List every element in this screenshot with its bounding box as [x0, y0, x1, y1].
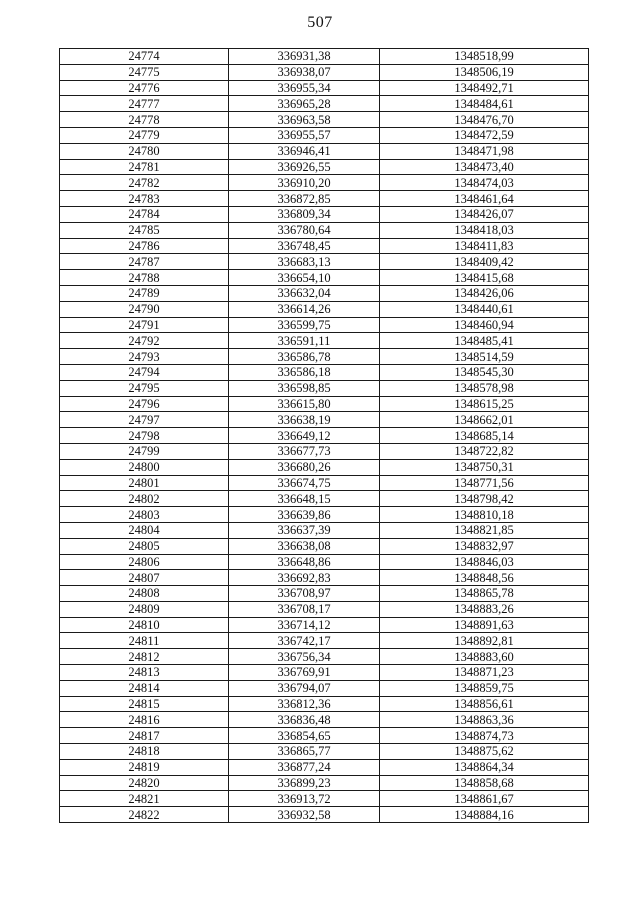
point-number-cell: 24816 [60, 712, 229, 728]
x-coordinate-cell: 336780,64 [229, 222, 380, 238]
table-row [60, 127, 589, 143]
y-coordinate-cell: 1348440,61 [380, 301, 589, 317]
table-row [60, 680, 589, 696]
table-row [60, 238, 589, 254]
point-number-cell: 24774 [60, 49, 229, 65]
x-coordinate-cell: 336794,07 [229, 680, 380, 696]
x-coordinate-cell: 336638,19 [229, 412, 380, 428]
table-row [60, 475, 589, 491]
x-coordinate-cell: 336965,28 [229, 96, 380, 112]
y-coordinate-cell: 1348485,41 [380, 333, 589, 349]
point-number-cell: 24813 [60, 665, 229, 681]
table-row [60, 349, 589, 365]
point-number-cell: 24785 [60, 222, 229, 238]
y-coordinate-cell: 1348518,99 [380, 49, 589, 65]
table-row [60, 175, 589, 191]
point-number-cell: 24802 [60, 491, 229, 507]
y-coordinate-cell: 1348848,56 [380, 570, 589, 586]
y-coordinate-cell: 1348662,01 [380, 412, 589, 428]
coordinates-table-body [60, 49, 589, 823]
y-coordinate-cell: 1348892,81 [380, 633, 589, 649]
page-number: 507 [307, 14, 333, 31]
point-number-cell: 24782 [60, 175, 229, 191]
table-row [60, 143, 589, 159]
table-row [60, 775, 589, 791]
x-coordinate-cell: 336865,77 [229, 744, 380, 760]
y-coordinate-cell: 1348514,59 [380, 349, 589, 365]
y-coordinate-cell: 1348471,98 [380, 143, 589, 159]
point-number-cell: 24808 [60, 586, 229, 602]
point-number-cell: 24819 [60, 759, 229, 775]
y-coordinate-cell: 1348461,64 [380, 191, 589, 207]
table-row [60, 443, 589, 459]
x-coordinate-cell: 336963,58 [229, 112, 380, 128]
table-row [60, 791, 589, 807]
y-coordinate-cell: 1348832,97 [380, 538, 589, 554]
point-number-cell: 24800 [60, 459, 229, 475]
point-number-cell: 24787 [60, 254, 229, 270]
table-row [60, 49, 589, 65]
table-row [60, 254, 589, 270]
point-number-cell: 24797 [60, 412, 229, 428]
point-number-cell: 24796 [60, 396, 229, 412]
point-number-cell: 24779 [60, 127, 229, 143]
y-coordinate-cell: 1348861,67 [380, 791, 589, 807]
table-row [60, 301, 589, 317]
y-coordinate-cell: 1348750,31 [380, 459, 589, 475]
x-coordinate-cell: 336714,12 [229, 617, 380, 633]
x-coordinate-cell: 336614,26 [229, 301, 380, 317]
point-number-cell: 24775 [60, 64, 229, 80]
x-coordinate-cell: 336654,10 [229, 270, 380, 286]
point-number-cell: 24789 [60, 285, 229, 301]
point-number-cell: 24810 [60, 617, 229, 633]
point-number-cell: 24784 [60, 206, 229, 222]
x-coordinate-cell: 336932,58 [229, 807, 380, 823]
y-coordinate-cell: 1348484,61 [380, 96, 589, 112]
point-number-cell: 24793 [60, 349, 229, 365]
point-number-cell: 24811 [60, 633, 229, 649]
y-coordinate-cell: 1348821,85 [380, 522, 589, 538]
x-coordinate-cell: 336946,41 [229, 143, 380, 159]
table-row [60, 112, 589, 128]
x-coordinate-cell: 336926,55 [229, 159, 380, 175]
y-coordinate-cell: 1348771,56 [380, 475, 589, 491]
point-number-cell: 24795 [60, 380, 229, 396]
x-coordinate-cell: 336632,04 [229, 285, 380, 301]
table-row [60, 364, 589, 380]
table-row [60, 285, 589, 301]
x-coordinate-cell: 336955,57 [229, 127, 380, 143]
x-coordinate-cell: 336742,17 [229, 633, 380, 649]
table-row [60, 459, 589, 475]
x-coordinate-cell: 336586,18 [229, 364, 380, 380]
table-row [60, 80, 589, 96]
x-coordinate-cell: 336899,23 [229, 775, 380, 791]
y-coordinate-cell: 1348426,06 [380, 285, 589, 301]
table-row [60, 696, 589, 712]
point-number-cell: 24805 [60, 538, 229, 554]
table-row [60, 728, 589, 744]
x-coordinate-cell: 336931,38 [229, 49, 380, 65]
y-coordinate-cell: 1348883,26 [380, 601, 589, 617]
y-coordinate-cell: 1348426,07 [380, 206, 589, 222]
point-number-cell: 24791 [60, 317, 229, 333]
point-number-cell: 24806 [60, 554, 229, 570]
point-number-cell: 24783 [60, 191, 229, 207]
table-row [60, 538, 589, 554]
x-coordinate-cell: 336809,34 [229, 206, 380, 222]
point-number-cell: 24776 [60, 80, 229, 96]
x-coordinate-cell: 336648,15 [229, 491, 380, 507]
x-coordinate-cell: 336836,48 [229, 712, 380, 728]
x-coordinate-cell: 336677,73 [229, 443, 380, 459]
point-number-cell: 24778 [60, 112, 229, 128]
y-coordinate-cell: 1348863,36 [380, 712, 589, 728]
table-row [60, 807, 589, 823]
y-coordinate-cell: 1348858,68 [380, 775, 589, 791]
y-coordinate-cell: 1348578,98 [380, 380, 589, 396]
table-row [60, 554, 589, 570]
y-coordinate-cell: 1348884,16 [380, 807, 589, 823]
point-number-cell: 24780 [60, 143, 229, 159]
table-row [60, 317, 589, 333]
y-coordinate-cell: 1348615,25 [380, 396, 589, 412]
x-coordinate-cell: 336692,83 [229, 570, 380, 586]
x-coordinate-cell: 336615,80 [229, 396, 380, 412]
x-coordinate-cell: 336591,11 [229, 333, 380, 349]
table-row [60, 491, 589, 507]
point-number-cell: 24803 [60, 507, 229, 523]
x-coordinate-cell: 336637,39 [229, 522, 380, 538]
table-row [60, 191, 589, 207]
table-row [60, 649, 589, 665]
y-coordinate-cell: 1348409,42 [380, 254, 589, 270]
y-coordinate-cell: 1348871,23 [380, 665, 589, 681]
y-coordinate-cell: 1348891,63 [380, 617, 589, 633]
table-row [60, 665, 589, 681]
x-coordinate-cell: 336680,26 [229, 459, 380, 475]
point-number-cell: 24799 [60, 443, 229, 459]
point-number-cell: 24801 [60, 475, 229, 491]
x-coordinate-cell: 336748,45 [229, 238, 380, 254]
point-number-cell: 24818 [60, 744, 229, 760]
table-row [60, 712, 589, 728]
x-coordinate-cell: 336955,34 [229, 80, 380, 96]
table-row [60, 617, 589, 633]
x-coordinate-cell: 336910,20 [229, 175, 380, 191]
table-row [60, 270, 589, 286]
point-number-cell: 24809 [60, 601, 229, 617]
table-row [60, 570, 589, 586]
x-coordinate-cell: 336854,65 [229, 728, 380, 744]
y-coordinate-cell: 1348810,18 [380, 507, 589, 523]
y-coordinate-cell: 1348856,61 [380, 696, 589, 712]
point-number-cell: 24788 [60, 270, 229, 286]
point-number-cell: 24817 [60, 728, 229, 744]
y-coordinate-cell: 1348474,03 [380, 175, 589, 191]
y-coordinate-cell: 1348492,71 [380, 80, 589, 96]
table-row [60, 380, 589, 396]
point-number-cell: 24822 [60, 807, 229, 823]
table-row [60, 96, 589, 112]
y-coordinate-cell: 1348864,34 [380, 759, 589, 775]
table-row [60, 744, 589, 760]
point-number-cell: 24820 [60, 775, 229, 791]
y-coordinate-cell: 1348460,94 [380, 317, 589, 333]
point-number-cell: 24812 [60, 649, 229, 665]
point-number-cell: 24790 [60, 301, 229, 317]
point-number-cell: 24794 [60, 364, 229, 380]
y-coordinate-cell: 1348875,62 [380, 744, 589, 760]
point-number-cell: 24804 [60, 522, 229, 538]
point-number-cell: 24798 [60, 428, 229, 444]
y-coordinate-cell: 1348883,60 [380, 649, 589, 665]
x-coordinate-cell: 336913,72 [229, 791, 380, 807]
point-number-cell: 24781 [60, 159, 229, 175]
point-number-cell: 24815 [60, 696, 229, 712]
y-coordinate-cell: 1348545,30 [380, 364, 589, 380]
point-number-cell: 24786 [60, 238, 229, 254]
y-coordinate-cell: 1348865,78 [380, 586, 589, 602]
point-number-cell: 24807 [60, 570, 229, 586]
table-row [60, 633, 589, 649]
table-row [60, 412, 589, 428]
x-coordinate-cell: 336708,97 [229, 586, 380, 602]
table-row [60, 206, 589, 222]
x-coordinate-cell: 336599,75 [229, 317, 380, 333]
table-row [60, 759, 589, 775]
y-coordinate-cell: 1348506,19 [380, 64, 589, 80]
y-coordinate-cell: 1348472,59 [380, 127, 589, 143]
x-coordinate-cell: 336872,85 [229, 191, 380, 207]
x-coordinate-cell: 336769,91 [229, 665, 380, 681]
x-coordinate-cell: 336649,12 [229, 428, 380, 444]
x-coordinate-cell: 336648,86 [229, 554, 380, 570]
point-number-cell: 24814 [60, 680, 229, 696]
y-coordinate-cell: 1348473,40 [380, 159, 589, 175]
x-coordinate-cell: 336877,24 [229, 759, 380, 775]
table-row [60, 601, 589, 617]
table-row [60, 396, 589, 412]
y-coordinate-cell: 1348798,42 [380, 491, 589, 507]
y-coordinate-cell: 1348411,83 [380, 238, 589, 254]
table-row [60, 64, 589, 80]
y-coordinate-cell: 1348846,03 [380, 554, 589, 570]
y-coordinate-cell: 1348418,03 [380, 222, 589, 238]
x-coordinate-cell: 336938,07 [229, 64, 380, 80]
table-row [60, 222, 589, 238]
table-row [60, 522, 589, 538]
y-coordinate-cell: 1348415,68 [380, 270, 589, 286]
x-coordinate-cell: 336683,13 [229, 254, 380, 270]
x-coordinate-cell: 336674,75 [229, 475, 380, 491]
point-number-cell: 24821 [60, 791, 229, 807]
x-coordinate-cell: 336586,78 [229, 349, 380, 365]
table-row [60, 507, 589, 523]
y-coordinate-cell: 1348859,75 [380, 680, 589, 696]
x-coordinate-cell: 336598,85 [229, 380, 380, 396]
y-coordinate-cell: 1348685,14 [380, 428, 589, 444]
y-coordinate-cell: 1348722,82 [380, 443, 589, 459]
x-coordinate-cell: 336638,08 [229, 538, 380, 554]
point-number-cell: 24777 [60, 96, 229, 112]
x-coordinate-cell: 336756,34 [229, 649, 380, 665]
table-row [60, 586, 589, 602]
table-row [60, 159, 589, 175]
x-coordinate-cell: 336812,36 [229, 696, 380, 712]
coordinates-table [59, 48, 589, 823]
x-coordinate-cell: 336639,86 [229, 507, 380, 523]
y-coordinate-cell: 1348874,73 [380, 728, 589, 744]
point-number-cell: 24792 [60, 333, 229, 349]
y-coordinate-cell: 1348476,70 [380, 112, 589, 128]
table-row [60, 333, 589, 349]
table-row [60, 428, 589, 444]
x-coordinate-cell: 336708,17 [229, 601, 380, 617]
